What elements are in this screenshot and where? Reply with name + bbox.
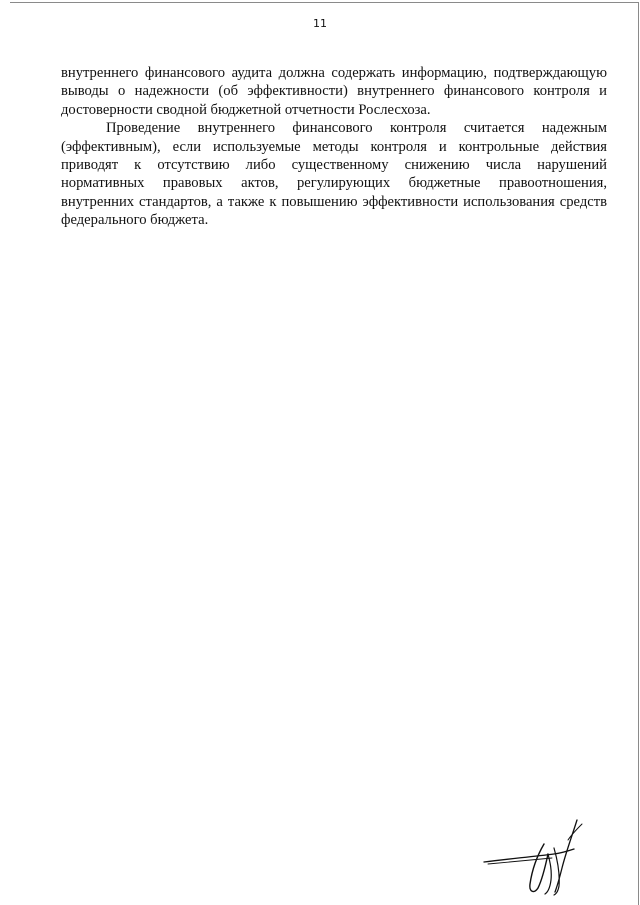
body-text xyxy=(61,64,607,230)
signature-mark xyxy=(482,818,597,896)
page-number: 11 xyxy=(313,17,327,30)
page-edge-right xyxy=(638,2,639,905)
paragraph-reliability-criteria: Проведение внутреннего финансового контроля считается надежным (эффективным), если используемые методы контроля и контрольные действия приводят к отсутствию либо существенному снижению числа нарушений нормативных правовых актов, регулирующих бюджетные правоотношения, внутренних стандартов, а также к повышению эффективности использования средств федерального бюджета. xyxy=(61,120,607,229)
page-edge-top xyxy=(10,2,638,3)
paragraph-continuation: внутреннего финансового аудита должна содержать информацию, подтверждающую выводы о надежности (об эффективности) внутреннего финансового контроля и достоверности сводной бюджетной отчетности Рослесхоза. xyxy=(61,65,607,118)
